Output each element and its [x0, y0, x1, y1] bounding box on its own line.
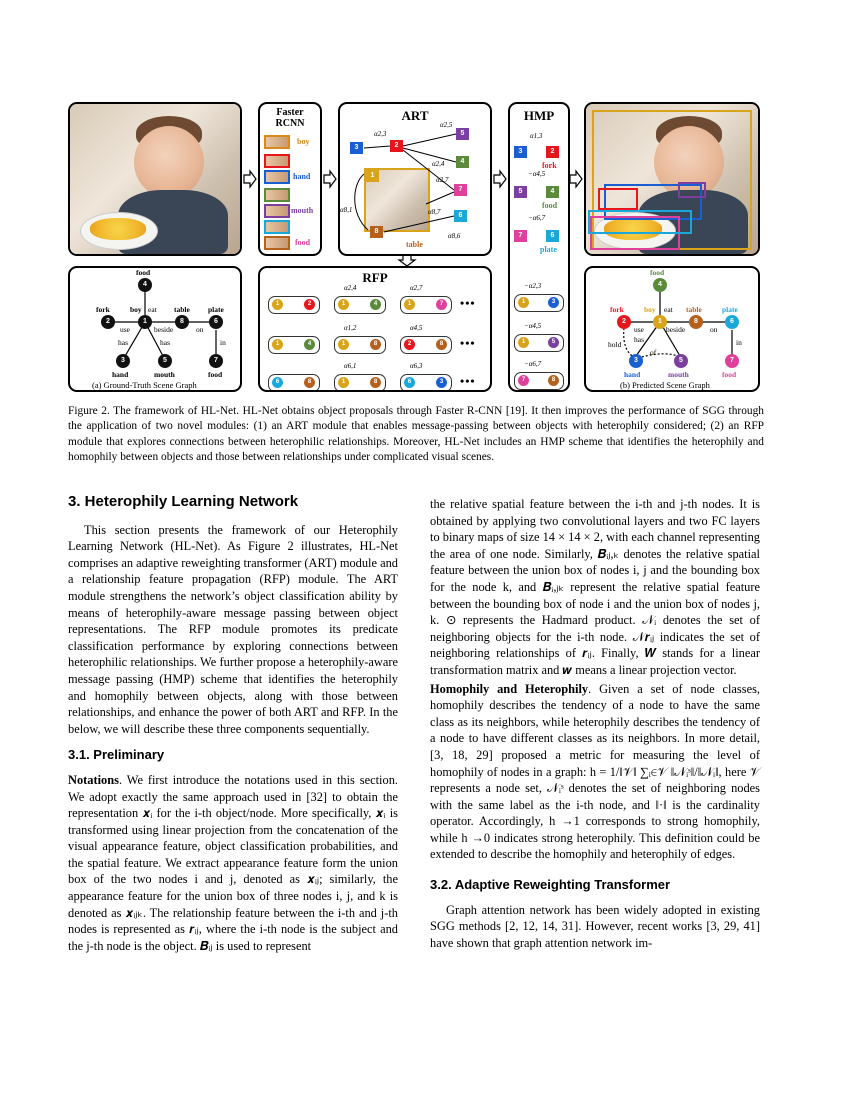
- gt-edge-beside: beside: [154, 325, 174, 334]
- art-paragraph: Graph attention network has been widely adopted in existing SGG methods [2, 12, 14, 31]. However, recent works [3, 29, 41] have shown that graph attention network im-: [430, 902, 760, 950]
- faster-rcnn-panel: [258, 102, 322, 256]
- rfp-alpha: α6,3: [410, 362, 423, 370]
- homophily-paragraph: [430, 681, 760, 864]
- gt-name-food: food: [136, 268, 151, 277]
- pred-node-7: 7: [725, 354, 739, 368]
- gt-caption: (a) Ground-Truth Scene Graph: [92, 380, 197, 390]
- pred-node-3: 3: [629, 354, 643, 368]
- gt-name-plate: plate: [208, 305, 224, 314]
- rfp-title: RFP: [362, 270, 388, 285]
- prediction-photo-panel: [584, 102, 760, 256]
- pred-name-table: table: [686, 305, 702, 314]
- figure-2: [68, 100, 762, 400]
- art-table-label: table: [406, 240, 423, 249]
- spatial-feature-paragraph: the relative spatial feature between the i-th and j-th nodes. It is obtained by applying two convolutional layers and two FC layers to binary maps of size 14 × 14 × 2, with each channel representing the area of one node. Similarly, 𝑩ᵢⱼ,ₖ denotes the relative spatial feature between the union box of nodes i, j and the bounding box for the node k, and 𝑩ᵢ,ⱼₖ represent the relative spatial feature between the bounding box of node i and the union box of nodes j, k. ⊙ represents the Hadmard product. 𝒩ᵢ denotes the set of neighboring objects for the i-th node. 𝒩𝒓ᵢⱼ indicates the set of neighboring relationships of 𝒓ᵢⱼ. Finally, 𝑾 stands for a linear transformation matrix and 𝒘 means a linear projection vector.: [430, 497, 760, 677]
- art-alpha: α8,1: [340, 206, 353, 214]
- gt-edge-has2: has: [160, 338, 170, 347]
- pred-edge-of: of: [650, 348, 657, 357]
- hmp-rfp-alpha: −α4,5: [524, 322, 542, 330]
- rfp-ellipsis: •••: [460, 296, 476, 310]
- hmp-node-2: 2: [546, 146, 559, 158]
- rfp-ellipsis: •••: [460, 336, 476, 350]
- pred-name-fork: fork: [610, 305, 624, 314]
- art-edges: [340, 104, 490, 254]
- gt-name-fork: fork: [96, 305, 110, 314]
- pred-name-food: food: [650, 268, 665, 277]
- pred-node-5: 5: [674, 354, 688, 368]
- hmp-node-4: 4: [546, 186, 559, 198]
- pred-edge-beside: beside: [666, 325, 686, 334]
- art-alpha: α2,3: [374, 130, 387, 138]
- rfp-panel: RFP 1 2 1 4 1 7 1 4 1 8 2 8 6 8 1 8 6 3 ••• ••• ••• α2,4 α2,7 α1,2 α4,5 α6,1 α6,3: [258, 266, 492, 392]
- hmp-rfp-alpha: −α2,3: [524, 282, 542, 290]
- faster-rcnn-title-2: RCNN: [275, 118, 305, 129]
- art-alpha: α8,6: [448, 232, 461, 240]
- notations-paragraph: [68, 772, 398, 955]
- gt-edge-eat: eat: [148, 305, 157, 314]
- hmp-node-3: 3: [514, 146, 527, 158]
- subsection-art: 3.2. Adaptive Reweighting Transformer: [430, 877, 671, 893]
- homophily-body: . Given a set of node classes, homophily describes the tendency of a node to have the same class as its neighbors, while heterophily describes the tendency of a node to have different classes as its neighbors. In more detail, [3, 18, 29] proposed a metric for measuring the level of homophily of nodes in a graph: h = 1/‖𝒱‖ ∑ᵢ∈𝒱 ‖𝒩ᵢˢ‖/‖𝒩ᵢ‖, here 𝒱 represents a node set, 𝒩ᵢˢ denotes the set of neighboring nodes with the same label as the i-th node, and ‖·‖ is the cardinality operator. Accordingly, h →1 corresponds to strong homophily, while h →0 indicates strong heterophily. This definition could be extended to describe the homophily and heterophily of edges.: [430, 681, 760, 862]
- pred-node-4: 4: [653, 278, 667, 292]
- homophily-heading: Homophily and Heterophily: [430, 681, 589, 696]
- gt-node-5: 5: [158, 354, 172, 368]
- art-node-4: 4: [456, 156, 469, 168]
- gt-edge-on: on: [196, 325, 204, 334]
- art-node-5: 5: [456, 128, 469, 140]
- hmp-title: HMP: [523, 108, 555, 123]
- pred-caption: (b) Predicted Scene Graph: [620, 380, 710, 390]
- rcnn-label-boy: boy: [297, 137, 310, 146]
- faster-rcnn-title-1: Faster: [276, 107, 304, 118]
- hmp-alpha: α1,3: [530, 132, 543, 140]
- pred-graph-panel: [584, 266, 760, 392]
- pred-edge-eat: eat: [664, 305, 673, 314]
- rcnn-label-hand: hand: [293, 172, 311, 181]
- hmp-rfp-alpha: −α6,7: [524, 360, 542, 368]
- left-column: [68, 494, 398, 954]
- art-node-6: 6: [454, 210, 467, 222]
- art-title: ART: [401, 108, 429, 123]
- hmp-rfp-rows: −α2,3 1 3 −α4,5 1 5 −α6,7 7 8: [508, 266, 570, 392]
- gt-name-food2: food: [208, 370, 223, 379]
- gt-edge-use: use: [120, 325, 130, 334]
- right-column: [430, 496, 760, 951]
- gt-name-mouth: mouth: [154, 370, 175, 379]
- hmp-node-5: 5: [514, 186, 527, 198]
- pred-edge-hold: hold: [608, 340, 622, 349]
- gt-node-6: 6: [209, 315, 223, 329]
- pred-name-mouth: mouth: [668, 370, 689, 379]
- rfp-alpha: α1,2: [344, 324, 357, 332]
- hmp-node-6: 6: [546, 230, 559, 242]
- section-title: 3. Heterophily Learning Network: [68, 493, 299, 510]
- rcnn-label-food: food: [295, 238, 311, 247]
- art-node-1: 1: [366, 170, 379, 182]
- gt-name-table: table: [174, 305, 190, 314]
- rfp-alpha: α2,4: [344, 284, 357, 292]
- intro-paragraph: This section presents the framework of our Heterophily Learning Network (HL-Net). As Figure 2 illustrates, HL-Net comprises an adaptive reweighting transformer (ART) module and a relationship feature propagation (RFP) module. The ART module strengthens the network’s object classification ability by means of heterophily-aware message passing between object representations. The RFP module promotes its predicate classification performance by exploring connections between heterophilic relationships. We further propose a heterophily-aware message passing (HMP) scheme that identifies the heterophily and homophily between objects, along with those between relationships, and enhance the power of both ART and RFP. In the below, we will describe these three components sequentially.: [68, 522, 398, 736]
- hmp-node-7: 7: [514, 230, 527, 242]
- hmp-alpha: −α4,5: [528, 170, 546, 178]
- art-alpha: α2,4: [432, 160, 445, 168]
- gt-node-3: 3: [116, 354, 130, 368]
- hmp-alpha: −α6,7: [528, 214, 546, 222]
- pred-node-6: 6: [725, 315, 739, 329]
- gt-node-1: 1: [138, 315, 152, 329]
- pred-node-2: 2: [617, 315, 631, 329]
- hmp-label-food: food: [542, 201, 558, 210]
- figure-caption: Figure 2. The framework of HL-Net. HL-Net obtains object proposals through Faster R-CNN [19]. It then improves the performance of SGG through the application of two novel modules: (1) an ART module that enables message-passing between objects with heterophily considered; (2) an RFP module that explores connections between heterophilic relationships. Moreover, HL-Net includes an HMP scheme that identifies the heterophily and homophily between objects and those between relationships under complicated visual scenes.: [68, 405, 764, 463]
- pred-node-1: 1: [653, 315, 667, 329]
- art-node-7: 7: [454, 184, 467, 196]
- gt-node-8: 8: [175, 315, 189, 329]
- pred-edge-in: in: [736, 338, 742, 347]
- subsection-preliminary: 3.1. Preliminary: [68, 747, 165, 763]
- hmp-label-fork: fork: [542, 161, 557, 170]
- pred-name-food2: food: [722, 370, 737, 379]
- pred-node-8: 8: [689, 315, 703, 329]
- gt-node-7: 7: [209, 354, 223, 368]
- gt-edge-in: in: [220, 338, 226, 347]
- rcnn-label-mouth: mouth: [291, 206, 314, 215]
- rfp-alpha: α2,7: [410, 284, 423, 292]
- hmp-label-plate: plate: [540, 245, 557, 254]
- notations-body: . We first introduce the notations used in this section. We adopt exactly the same approach used in [32] to obtain the representation 𝒙ᵢ for the i-th object/node. More specifically, 𝒙ᵢ is transformed using linear projection from the concatenation of the visual appearance feature, object classification probabilities, and the spatial feature. We extract appearance feature form the union box of the two nodes i and j, denoted as 𝒙ᵢⱼ; similarly, the appearance feature for the union box of three nodes i, j, and k is denoted as 𝒙ᵢⱼₖ. The relationship feature between the i-th and j-th nodes is represented as 𝒓ᵢⱼ, where the i-th node is the subject and the j-th node is the object. 𝑩ᵢⱼ is used to represent: [68, 772, 398, 953]
- art-alpha: α2,5: [440, 121, 453, 129]
- gt-graph-panel: [68, 266, 242, 392]
- pred-edge-on: on: [710, 325, 718, 334]
- art-alpha: α2,7: [436, 176, 449, 184]
- art-panel: [338, 102, 492, 256]
- rfp-alpha: α6,1: [344, 362, 357, 370]
- art-alpha: α8,7: [428, 208, 441, 216]
- pred-name-boy: boy: [644, 305, 656, 314]
- pred-name-plate: plate: [722, 305, 738, 314]
- gt-node-4: 4: [138, 278, 152, 292]
- gt-name-boy: boy: [130, 305, 142, 314]
- pred-name-hand: hand: [624, 370, 641, 379]
- pred-edge-has: has: [634, 335, 644, 344]
- pred-edge-use: use: [634, 325, 644, 334]
- art-node-3: 3: [350, 142, 363, 154]
- gt-node-2: 2: [101, 315, 115, 329]
- notations-heading: Notations: [68, 772, 119, 787]
- gt-name-hand: hand: [112, 370, 129, 379]
- gt-edge-has: has: [118, 338, 128, 347]
- rfp-ellipsis: •••: [460, 374, 476, 388]
- rfp-alpha: α4,5: [410, 324, 423, 332]
- art-node-2: 2: [390, 140, 403, 152]
- art-node-8: 8: [370, 226, 383, 238]
